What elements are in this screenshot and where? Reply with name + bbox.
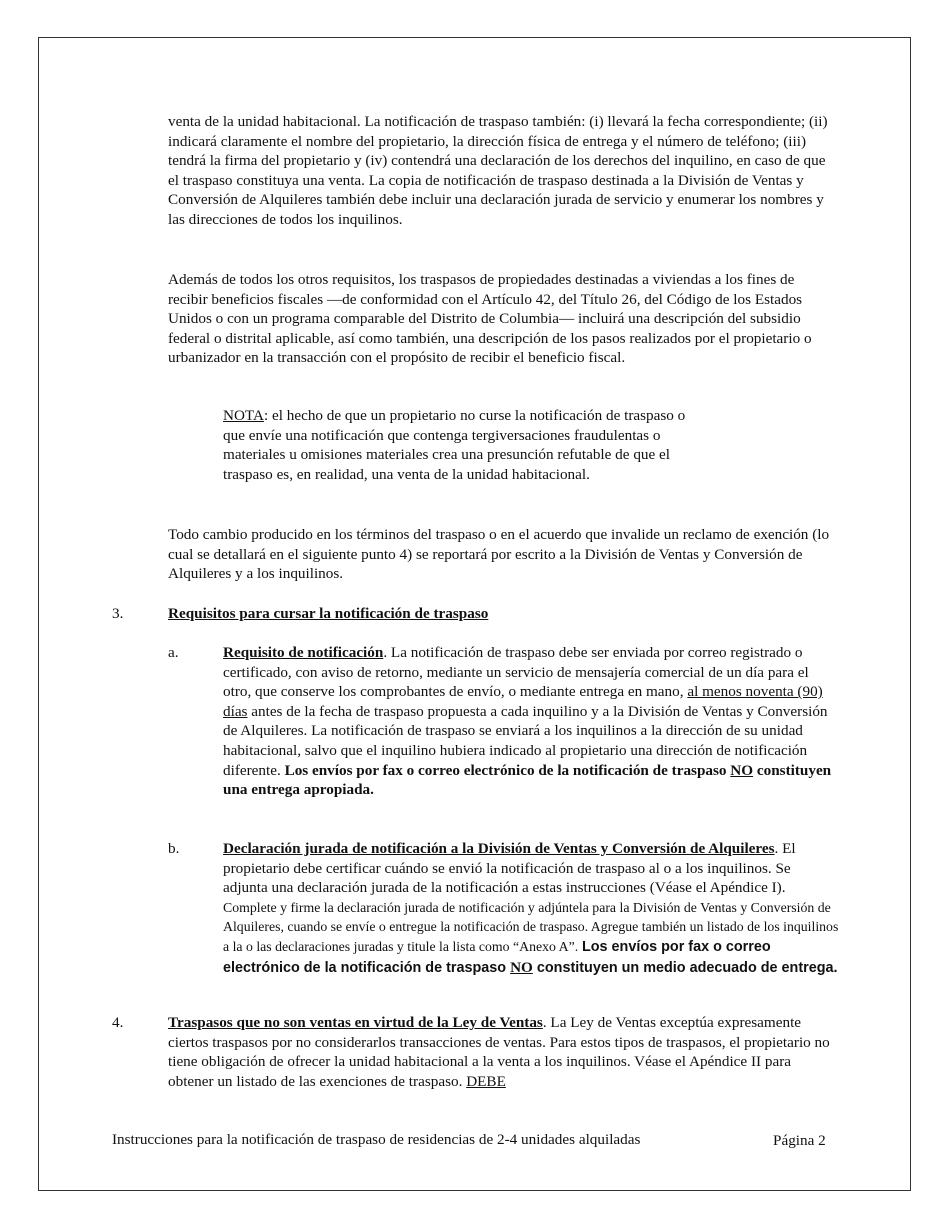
- note-label: NOTA: [223, 407, 264, 424]
- item-a-text-part2: antes de la fecha de traspaso propuesta a cada inquilino y a la División de Ventas y Conversión de Alquileres. La notificación de traspaso se enviará a los inquilinos a la dirección de su unidad habitacional, salvo que el inquilino hubiera indicado al propietario una dirección de notificación diferente.: [223, 702, 828, 779]
- paragraph-tax-benefits: Además de todos los otros requisitos, los traspasos de propiedades destinadas a viviendas a los fines de recibir beneficios fiscales —de conformidad con el Artículo 42, del Título 26, del Código de los Estados Unidos o con un programa comparable del Distrito de Columbia— incluirá una descripción del subsidio federal o distrital aplicable, así como también, una descripción de los pasos realizados por el propietario o urbanizador en la transacción con el propósito de recibir el beneficio fiscal.: [168, 271, 812, 367]
- page-number: Página 2: [773, 1132, 826, 1149]
- item-a-text: [223, 643, 839, 800]
- item-b-text-part1: . El propietario debe certificar cuándo se envió la notificación de traspaso al o a los inquilinos. Se adjunta una declaración jurada de la notificación a estas instrucciones (Véase el Apéndice I).: [223, 840, 796, 897]
- item-a-bold-no: NO: [730, 761, 754, 779]
- section-3-title: [168, 604, 836, 624]
- section-4-body: . La Ley de Ventas exceptúa expresamente ciertos traspasos por no considerarlos transacciones de ventas. Para estos tipos de traspasos, el propietario no tiene obligación de ofrecer la unidad habitacional a la venta a los inquilinos. Véase el Apéndice II para obtener un listado de las exenciones de traspaso.: [168, 1014, 830, 1090]
- item-b-letter: b.: [168, 840, 180, 857]
- item-a-title: Requisito de notificación: [223, 644, 384, 661]
- item-a-deadline: al menos noventa (90) días: [223, 683, 823, 720]
- paragraph-changes-reporting: Todo cambio producido en los términos del traspaso o en el acuerdo que invalide un reclamo de exención (lo cual se detallará en el siguiente punto 4) se reportará por escrito a la División de Ventas y Conversión de Alquileres y a los inquilinos.: [168, 526, 830, 583]
- item-b-title: Declaración jurada de notificación a la División de Ventas y Conversión de Alquileres: [223, 840, 775, 857]
- item-a-bold-part2: constituyen una entrega apropiada.: [223, 761, 832, 799]
- section-3-title-text: Requisitos para cursar la notificación de traspaso: [168, 605, 489, 622]
- note-text: : el hecho de que un propietario no curse la notificación de traspaso o que envíe una notificación que contenga tergiversaciones fraudulentas o materiales u omisiones materiales crea una presunción refutable de que el traspaso es, en realidad, una venta de la unidad habitacional.: [223, 407, 686, 483]
- paragraph-notice-requirements: venta de la unidad habitacional. La notificación de traspaso también: (i) llevará la fecha correspondiente; (ii) indicará claramente el nombre del propietario, la dirección física de entrega y el número de teléfono; (iii) tendrá la firma del propietario y (iv) contendrá una declaración de los derechos del inquilino, en caso de que el traspaso constituya una venta. La copia de notificación de traspaso destinada a la División de Ventas y Conversión de Alquileres también debe incluir una declaración jurada de servicio y enumerar los nombres y las direcciones de todos los inquilinos.: [168, 113, 828, 228]
- section-4-number: 4.: [112, 1014, 124, 1031]
- item-b-bold-part1: Los envíos por fax o correo electrónico de la notificación de traspaso: [223, 938, 771, 976]
- item-a-bold-part1: Los envíos por fax o correo electrónico de la notificación de traspaso: [284, 761, 731, 779]
- section-3-number: 3.: [112, 605, 124, 622]
- item-b-text-small: Complete y firme la declaración jurada de notificación y adjúntela para la División de Ventas y Conversión de Alquileres, cuando se envíe o entregue la notificación de traspaso. Agregue también un listado de los inquilinos a la o las declaraciones juradas y titule la lista como “Anexo A”.: [223, 899, 839, 954]
- footer-title: Instrucciones para la notificación de traspaso de residencias de 2-4 unidades alquiladas: [112, 1131, 641, 1148]
- item-b-bold-no: NO: [510, 958, 533, 976]
- item-b-text: [223, 839, 839, 978]
- section-4-text: [168, 1013, 836, 1091]
- section-4-debe: DEBE: [466, 1072, 506, 1090]
- section-4-title: Traspasos que no son ventas en virtud de la Ley de Ventas: [168, 1014, 543, 1031]
- item-a-text-part1: . La notificación de traspaso debe ser enviada por correo registrado o certificado, con aviso de retorno, mediante un servicio de mensajería comercial de un día para el otro, que conserve los comprobantes de envío, o mediante entrega en mano,: [223, 644, 809, 701]
- note-block: [223, 406, 701, 484]
- item-a-letter: a.: [168, 644, 179, 661]
- item-b-bold-part2: constituyen un medio adecuado de entrega.: [532, 959, 838, 976]
